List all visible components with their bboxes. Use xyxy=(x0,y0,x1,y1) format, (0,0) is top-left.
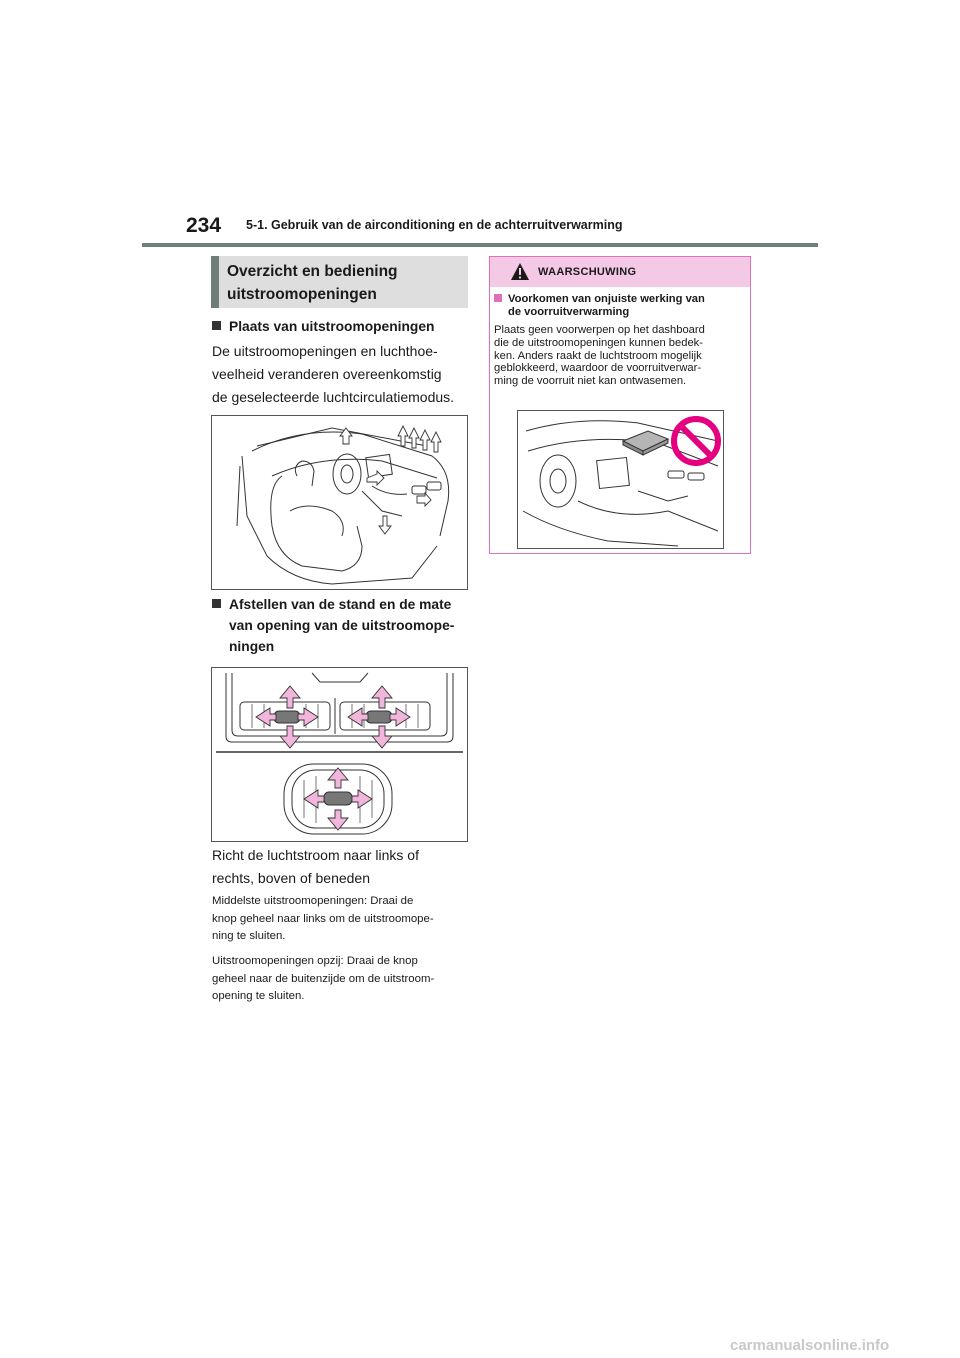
note-line: opening te sluiten. xyxy=(212,990,305,1002)
warning-line: geblokkeerd, waardoor de voorruitverwar- xyxy=(494,362,702,375)
warning-triangle-icon xyxy=(510,262,530,281)
prohibition-icon xyxy=(674,419,718,463)
section-title-line-2: uitstroomopeningen xyxy=(227,286,377,303)
body-line: Richt de luchtstroom naar links of xyxy=(212,847,419,863)
square-bullet-icon xyxy=(494,294,502,302)
note-line: Uitstroomopeningen opzij: Draai de knop xyxy=(212,955,418,967)
subheading-vent-location xyxy=(212,316,434,337)
note-line: ning te sluiten. xyxy=(212,930,286,942)
section-title-line-1: Overzicht en bediening xyxy=(227,263,398,280)
header-rule xyxy=(142,243,818,247)
square-bullet-icon xyxy=(212,321,221,330)
warning-label: WAARSCHUWING xyxy=(538,266,637,278)
warning-box xyxy=(489,256,751,554)
subheading-adjust-line-1: Afstellen van de stand en de mate xyxy=(229,597,452,612)
warning-line: ken. Anders raakt de luchtstroom mogelijk xyxy=(494,349,702,362)
page-number: 234 xyxy=(186,214,222,237)
watermark: carmanualsonline.info xyxy=(730,1337,890,1354)
figure-vent-adjustment xyxy=(211,667,468,842)
note-line: geheel naar de buitenzijde om de uitstroom- xyxy=(212,972,435,985)
figure-vent-locations xyxy=(211,415,468,590)
warning-header xyxy=(490,257,750,287)
subheading-vent-location-text: Plaats van uitstroomopeningen xyxy=(229,319,435,334)
warning-subtitle-line-1: Voorkomen van onjuiste werking van xyxy=(508,293,705,305)
body-line: de geselecteerde luchtcirculatiemodus. xyxy=(212,389,455,405)
subheading-adjust-line-3: ningen xyxy=(229,639,275,654)
square-bullet-icon xyxy=(212,599,221,608)
vent-location-body xyxy=(212,340,454,409)
note-center-vents xyxy=(212,893,474,946)
warning-line: Plaats geen voorwerpen op het dashboard xyxy=(494,324,705,336)
figure-dashboard-object-warning xyxy=(517,410,724,549)
note-side-vents xyxy=(212,953,474,1006)
section-title-box xyxy=(211,256,468,308)
note-line: knop geheel naar links om de uitstroomope- xyxy=(212,912,434,925)
warning-subtitle-line-2: de voorruitverwarming xyxy=(508,306,630,318)
subheading-adjust-vents xyxy=(212,594,454,657)
subheading-adjust-line-2: van opening van de uitstroomope- xyxy=(229,618,455,633)
body-line: De uitstroomopeningen en luchthoe- xyxy=(212,343,438,359)
warning-line: ming de voorruit niet kan ontwasemen. xyxy=(494,375,687,388)
direction-text xyxy=(212,844,419,890)
body-line: rechts, boven of beneden xyxy=(212,870,371,886)
warning-subtitle xyxy=(494,293,744,319)
note-line: Middelste uitstroomopeningen: Draai de xyxy=(212,895,414,907)
warning-body xyxy=(494,324,746,388)
header-title: 5-1. Gebruik van de airconditioning en de achterruitverwarming xyxy=(246,218,623,232)
body-line: veelheid veranderen overeenkomstig xyxy=(212,366,442,382)
warning-line: die de uitstroomopeningen kunnen bedek- xyxy=(494,336,703,349)
